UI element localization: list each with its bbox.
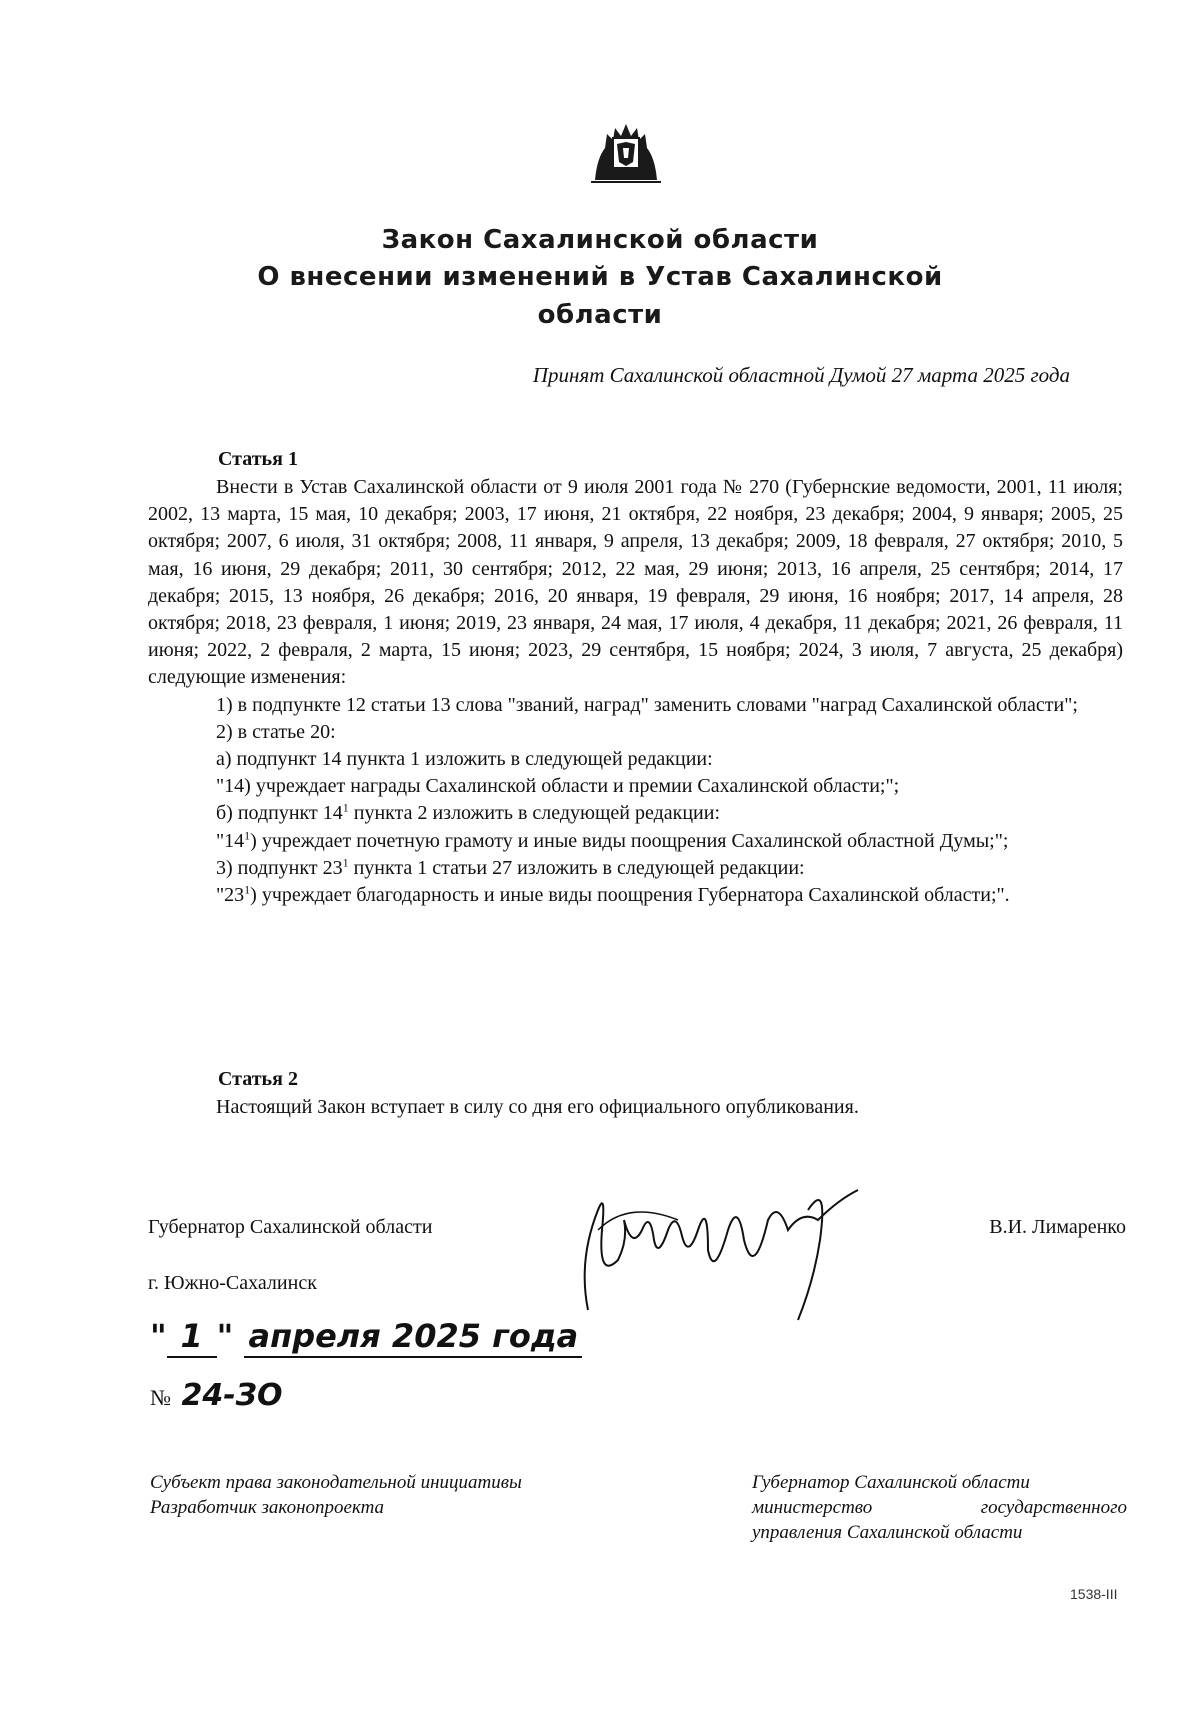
article-2-body <box>148 1094 1123 1121</box>
handwritten-signature-icon <box>558 1170 878 1340</box>
governor-position: Губернатор Сахалинской области <box>148 1216 433 1238</box>
article-1-item-1: 1) в подпункте 12 статьи 13 слова "званий, наград" заменить словами "наград Сахалинской области"; <box>216 693 1078 716</box>
article-1-item-2b-quote: "$14^1$) учреждает почетную грамоту и иные виды поощрения Сахалинской областной Думы;"; <box>216 827 1009 852</box>
signing-date: " 1 " апреля 2025 года <box>150 1316 582 1358</box>
law-title <box>150 222 1050 334</box>
footer-developer: Разработчик законопроекта <box>150 1497 385 1518</box>
article-1-item-2a: а) подпункт 14 пункта 1 изложить в следующей редакции: <box>216 748 713 771</box>
sakhalin-coat-of-arms-icon <box>587 118 665 186</box>
article-1-item-2: 2) в статье 20: <box>216 720 336 743</box>
article-2-heading: Статья 2 <box>218 1068 298 1090</box>
article-2-text: Настоящий Закон вступает в силу со дня его официального опубликования. <box>216 1096 859 1118</box>
footer-initiative-subject: Субъект права законодательной инициативы <box>150 1472 522 1493</box>
article-1-item-2a-quote: "14) учреждает награды Сахалинской области и премии Сахалинской области;"; <box>216 775 900 798</box>
article-1-item-3-quote: "$23^1$) учреждает благодарность и иные виды поощрения Губернатора Сахалинской области;". <box>216 882 1010 907</box>
document-code: 1538-III <box>1070 1586 1118 1602</box>
footer-ministry-line: министерство государственного <box>752 1497 1127 1518</box>
footer-ministry-line2: управления Сахалинской области <box>752 1522 1023 1543</box>
law-number: № 24-ЗО <box>150 1378 283 1413</box>
footer-right <box>752 1470 1127 1545</box>
adoption-note: Принят Сахалинской областной Думой 27 марта 2025 года <box>532 363 1070 387</box>
article-1-intro: Внести в Устав Сахалинской области от 9 июля 2001 года № 270 (Губернские ведомости, 2001, 11 июля; 2002, 13 марта, 15 мая, 10 декабря; 2003, 17 июня, 21 октября, 22 ноября, 23 декабря; 2004, 9 января; 2005, 25 октября; 2007, 6 июля, 31 октября; 2008, 11 января, 9 апреля, 13 декабря; 2009, 18 февраля, 27 октября; 2010, 5 мая, 16 июня, 29 декабря; 2011, 30 сентября; 2012, 22 мая, 29 июня; 2013, 16 апреля, 25 сентября; 2014, 17 декабря; 2015, 13 ноября, 26 декабря; 2016, 20 января, 19 февраля, 29 июня, 16 ноября; 2017, 14 апреля, 28 октября; 2018, 23 февраля, 1 июня; 2019, 23 января, 24 мая, 17 июля, 4 декабря, 11 декабря; 2021, 26 февраля, 11 июня; 2022, 2 февраля, 2 марта, 15 июня; 2023, 29 сентября, 15 ноября; 2024, 3 июля, 7 августа, 25 декабря) следующие изменения: <box>148 476 1123 689</box>
law-title-line2: О внесении изменений в Устав Сахалинской области <box>257 262 943 330</box>
article-1-heading: Статья 1 <box>218 448 298 470</box>
article-1-item-3: 3) подпункт $23^1$ пункта 1 статьи 27 изложить в следующей редакции: <box>216 855 805 879</box>
article-1-body <box>148 474 1123 909</box>
city-label: г. Южно-Сахалинск <box>148 1272 317 1294</box>
footer-left <box>150 1470 620 1520</box>
article-1-item-2b: б) подпункт $14^1$ пункта 2 изложить в следующей редакции: <box>216 800 720 825</box>
law-title-line1: Закон Сахалинской области <box>381 225 819 255</box>
footer-governor: Губернатор Сахалинской области <box>752 1472 1030 1493</box>
governor-name: В.И. Лимаренко <box>989 1216 1126 1238</box>
